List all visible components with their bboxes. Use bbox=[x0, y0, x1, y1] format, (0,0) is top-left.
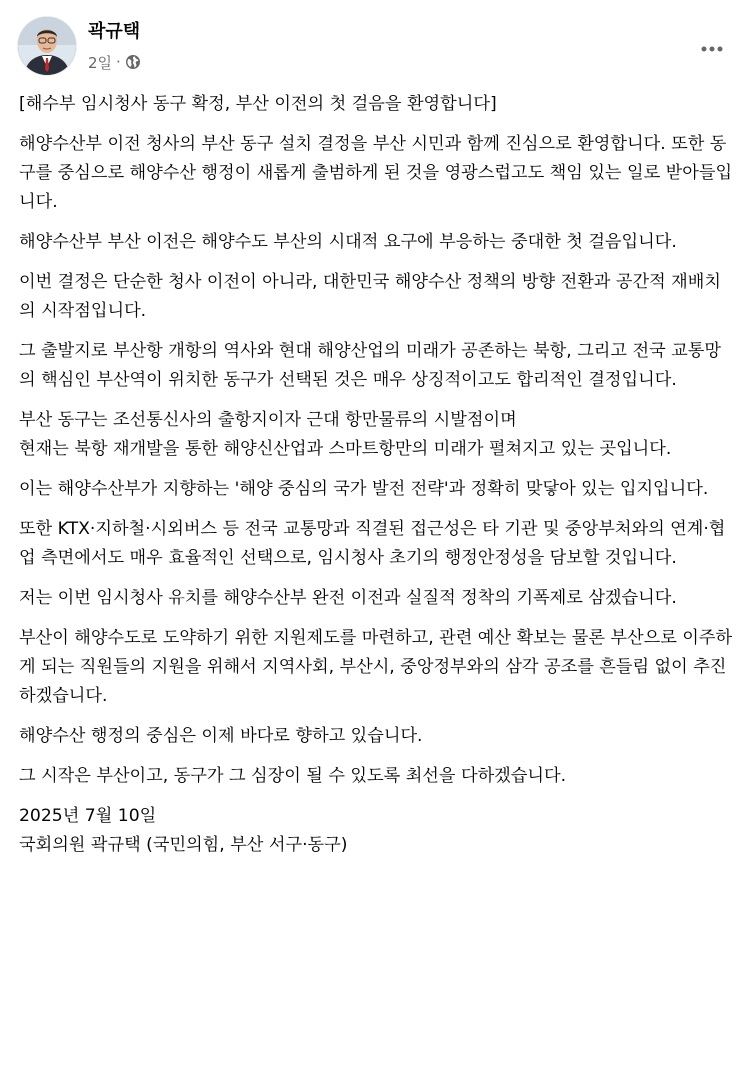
post-paragraph: 그 시작은 부산이고, 동구가 그 심장이 될 수 있도록 최선을 다하겠습니다. bbox=[19, 766, 567, 786]
meta-separator: · bbox=[116, 53, 121, 71]
post-paragraph: 저는 이번 임시청사 유치를 해양수산부 완전 이전과 실질적 정착의 기폭제로 삼겠습니다. bbox=[19, 588, 677, 608]
more-options-button[interactable] bbox=[694, 31, 730, 67]
post-meta bbox=[88, 51, 141, 73]
avatar[interactable] bbox=[18, 17, 76, 75]
author-name[interactable]: 곽규택 bbox=[88, 21, 141, 42]
post-paragraph: 이는 해양수산부가 지향하는 '해양 중심의 국가 발전 전략'과 정확히 맞닿아 있는 입지입니다. bbox=[19, 479, 709, 499]
post-headline: [해수부 임시청사 동구 확정, 부산 이전의 첫 걸음을 환영합니다] bbox=[19, 94, 497, 114]
post-paragraph: 해양수산부 이전 청사의 부산 동구 설치 결정을 부산 시민과 함께 진심으로 환영합니다. 또한 동구를 중심으로 해양수산 행정이 새롭게 출범하게 된 것을 영광스럽고도 책임 있는 일로 받아들입니다. bbox=[19, 134, 733, 212]
post-paragraph: 이번 결정은 단순한 청사 이전이 아니라, 대한민국 해양수산 정책의 방향 전환과 공간적 재배치의 시작점입니다. bbox=[19, 272, 721, 321]
post-time[interactable]: 2일 bbox=[88, 53, 113, 72]
post-header bbox=[18, 17, 730, 77]
globe-icon[interactable] bbox=[125, 54, 141, 70]
more-horizontal-icon bbox=[700, 45, 724, 53]
post-paragraph: 그 출발지로 부산항 개항의 역사와 현대 해양산업의 미래가 공존하는 북항, 그리고 전국 교통망의 핵심인 부산역이 위치한 동구가 선택된 것은 매우 상징적이고도 합리적인 결정입니다. bbox=[19, 341, 721, 390]
profile-photo bbox=[18, 17, 76, 75]
post-date: 2025년 7월 10일 bbox=[19, 806, 157, 826]
post-paragraph: 부산 동구는 조선통신사의 출항지이자 근대 항만물류의 시발점이며 현재는 북항 재개발을 통한 해양신산업과 스마트항만의 미래가 펼쳐지고 있는 곳입니다. bbox=[19, 410, 672, 459]
post-paragraph: 해양수산 행정의 중심은 이제 바다로 향하고 있습니다. bbox=[19, 726, 423, 746]
post-signature: 국회의원 곽규택 (국민의힘, 부산 서구·동구) bbox=[19, 835, 348, 855]
post-paragraph: 부산이 해양수도로 도약하기 위한 지원제도를 마련하고, 관련 예산 확보는 물론 부산으로 이주하게 되는 직원들의 지원을 위해서 지역사회, 부산시, 중앙정부와의 삼각 공조를 흔들림 없이 추진하겠습니다. bbox=[19, 628, 733, 706]
post-paragraph: 해양수산부 부산 이전은 해양수도 부산의 시대적 요구에 부응하는 중대한 첫 걸음입니다. bbox=[19, 232, 677, 252]
post-body bbox=[19, 90, 735, 860]
post-paragraph: 또한 KTX·지하철·시외버스 등 전국 교통망과 직결된 접근성은 타 기관 및 중앙부처와의 연계·협업 측면에서도 매우 효율적인 선택으로, 임시청사 초기의 행정안정성을 담보할 것입니다. bbox=[19, 519, 726, 568]
